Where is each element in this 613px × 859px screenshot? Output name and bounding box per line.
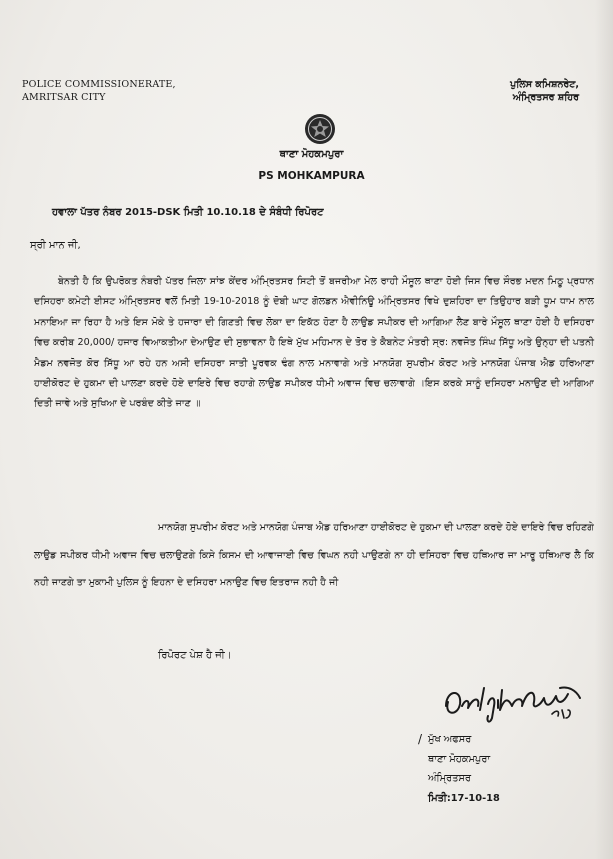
header-english-line2: AMRITSAR CITY <box>22 92 106 103</box>
station-name-punjabi: ਥਾਣਾ ਮੋਹਕਮਪੁਰਾ <box>279 149 344 160</box>
station-name-english: PS MOHKAMPURA <box>258 170 365 182</box>
signoff-designation: ਮੁੱਖ ਅਫਸਰ <box>428 734 472 745</box>
police-emblem-icon <box>303 112 337 146</box>
header-punjabi <box>510 78 579 104</box>
header-punjabi-line2: ਅੰਮ੍ਰਿਤਸਰ ਸ਼ਹਿਰ <box>512 92 579 103</box>
header-english <box>22 78 176 104</box>
handwritten-signature <box>440 676 590 728</box>
signoff-mark-icon: / <box>418 732 423 746</box>
photocopy-edge-shadow <box>595 0 613 859</box>
header-english-line1: POLICE COMMISSIONERATE, <box>22 79 176 90</box>
salutation: ਸ੍ਰੀ ਮਾਨ ਜੀ, <box>30 240 81 251</box>
body-paragraph-1: ਬੇਨਤੀ ਹੈ ਕਿ ਉਪਰੋਕਤ ਨੰਬਰੀ ਪੱਤਰ ਜਿਲਾ ਸਾਂਝ ਕੇਂਦਰ ਅੰਮ੍ਰਿਤਸਰ ਸਿਟੀ ਤੋਂ ਬਜਰੀਆ ਮੇਲ ਰਾਹੀ ਮੌਸੂਲ ਥਾਣਾ ਹੋਈ ਜਿਸ ਵਿਚ ਸੌਰਭ ਮਦਨ ਮਿਠੂ ਪ੍ਰਧਾਨ ਦਸਿਹਰਾ ਕਮੇਟੀ ਈਸਟ ਅੰਮ੍ਰਿਤਸਰ ਵਲੋਂ ਮਿਤੀ 19-10-2018 ਨੂੰ ਦੋਬੀ ਘਾਟ ਗੋਲਡਨ ਐਵੀਨਿਊ ਅੰਮ੍ਰਿਤਸਰ ਵਿਖੇ ਦੁਸ਼ਹਿਰਾ ਦਾ ਤਿਉਹਾਰ ਬੜੀ ਧੂਮ ਧਾਮ ਨਾਲ ਮਨਾਇਆ ਜਾ ਰਿਹਾ ਹੈ ਅਤੇ ਇਸ ਮੋਕੇ ਤੇ ਹਜਾਰਾ ਦੀ ਗਿਣਤੀ ਵਿਚ ਲੋਕਾ ਦਾ ਇਕੱਠ ਹੋਣਾ ਹੈ ਲਾਉਡ ਸਪੀਕਰ ਦੀ ਆਗਿਆ ਲੈਣ ਬਾਰੇ ਮੌਸੂਲ ਥਾਣਾ ਹੋਈ ਹੈ ਦਸਿਹਰਾ ਵਿਚ ਕਰੀਬ 20,000/ ਹਜਾਰ ਵਿਆਕਤੀਆ ਦੇਆਉਣ ਦੀ ਸੁਭਾਵਨਾ ਹੈ ਇਥੇ ਮੁੱਖ ਮਹਿਮਾਨ ਦੇ ਤੋਰ ਤੇ ਕੈਬਨੇਟ ਮੰਤਰੀ ਸ੍ਰ: ਨਵਜੋਤ ਸਿੰਘ ਸਿੱਧੂ ਅਤੇ ਉਨ੍ਹਾ ਦੀ ਪਤਨੀ ਮੈਡਮ ਨਵਜੋਤ ਕੋਰ ਸਿੱਧੂ ਆ ਰਹੇ ਹਨ ਅਸੀ ਦਸਿਹਰਾ ਸਾਤੀ ਪੂਰਵਕ ਢੰਗ ਨਾਲ ਮਨਾਵਾਗੇ ਅਤੇ ਮਾਨਯੋਗ ਸੁਪਰੀਮ ਕੋਰਟ ਅਤੇ ਮਾਨਯੋਗ ਪੰਜਾਬ ਐਡ ਹਰਿਆਣਾ ਹਾਈਕੋਰਟ ਦੇ ਹੁਕਮਾ ਦੀ ਪਾਲਣਾ ਕਰਦੇ ਹੋਏ ਦਾਇਰੇ ਵਿਚ ਰਹਾਗੇ ਲਾਉਡ ਸਪੀਕਰ ਧੀਮੀ ਅਵਾਜ ਵਿਚ ਚਲਾਵਾਗੇ ।ਇਸ ਕਰਕੇ ਸਾਨੂੰ ਦਸਿਹਰਾ ਮਨਾਉਣ ਦੀ ਆਗਿਆ ਦਿਤੀ ਜਾਵੇ ਅਤੇ ਸੁਖਿਆ ਦੇ ਪਰਬੰਦ ਕੀਤੇ ਜਾਣ ॥ <box>34 276 595 410</box>
signoff-city: ਅੰਮ੍ਰਿਤਸਰ <box>428 773 471 784</box>
reference-line: ਹਵਾਲਾ ਪੱਤਰ ਨੰਬਰ 2015-DSK ਮਿਤੀ 10.10.18 ਦੇ ਸੰਬੰਧੀ ਰਿਪੋਰਟ <box>52 207 324 218</box>
signoff-block <box>418 730 500 808</box>
signoff-station: ਥਾਣਾ ਮੋਹਕਮਪੁਰਾ <box>428 753 491 765</box>
header-punjabi-line1: ਪੁਲਿਸ ਕਮਿਸ਼ਨਰੇਟ, <box>510 79 579 90</box>
body-paragraph-2: ਮਾਨਯੋਗ ਸੁਪਰੀਮ ਕੋਰਟ ਅਤੇ ਮਾਨਯੋਗ ਪੰਜਾਬ ਐਡ ਹਰਿਆਣਾ ਹਾਈਕੋਰਟ ਦੇ ਹੁਕਮਾ ਦੀ ਪਾਲਣਾ ਕਰਦੇ ਹੋਏ ਦਾਇਰੇ ਵਿਚ ਰਹਿਣਗੇ ਲਾਉਡ ਸਪੀਕਰ ਧੀਮੀ ਅਵਾਜ ਵਿਚ ਚਲਾਉਣਗੇ ਕਿਸੇ ਕਿਸਮ ਦੀ ਆਵਾਜਾਈ ਵਿਚ ਵਿਘਨ ਨਹੀ ਪਾਉਣਗੇ ਨਾ ਹੀ ਦਸਿਹਰਾ ਵਿਚ ਹਥਿਆਰ ਜਾ ਮਾਰੂ ਹਥਿਆਰ ਲੈ ਕਿ ਨਹੀ ਜਾਣਗੇ ਤਾ ਮੁਕਾਮੀ ਪੁਲਿਸ ਨੂੰ ਇਹਨਾ ਦੇ ਦਸਿਹਰਾ ਮਨਾਉਣ ਵਿਚ ਇਤਰਾਜ ਨਹੀ ਹੈ ਜੀ <box>34 522 594 588</box>
closing-line: ਰਿਪੋਰਟ ਪੇਸ਼ ਹੈ ਜੀ। <box>158 650 232 661</box>
signoff-date: ਮਿਤੀ:17-10-18 <box>428 792 500 804</box>
